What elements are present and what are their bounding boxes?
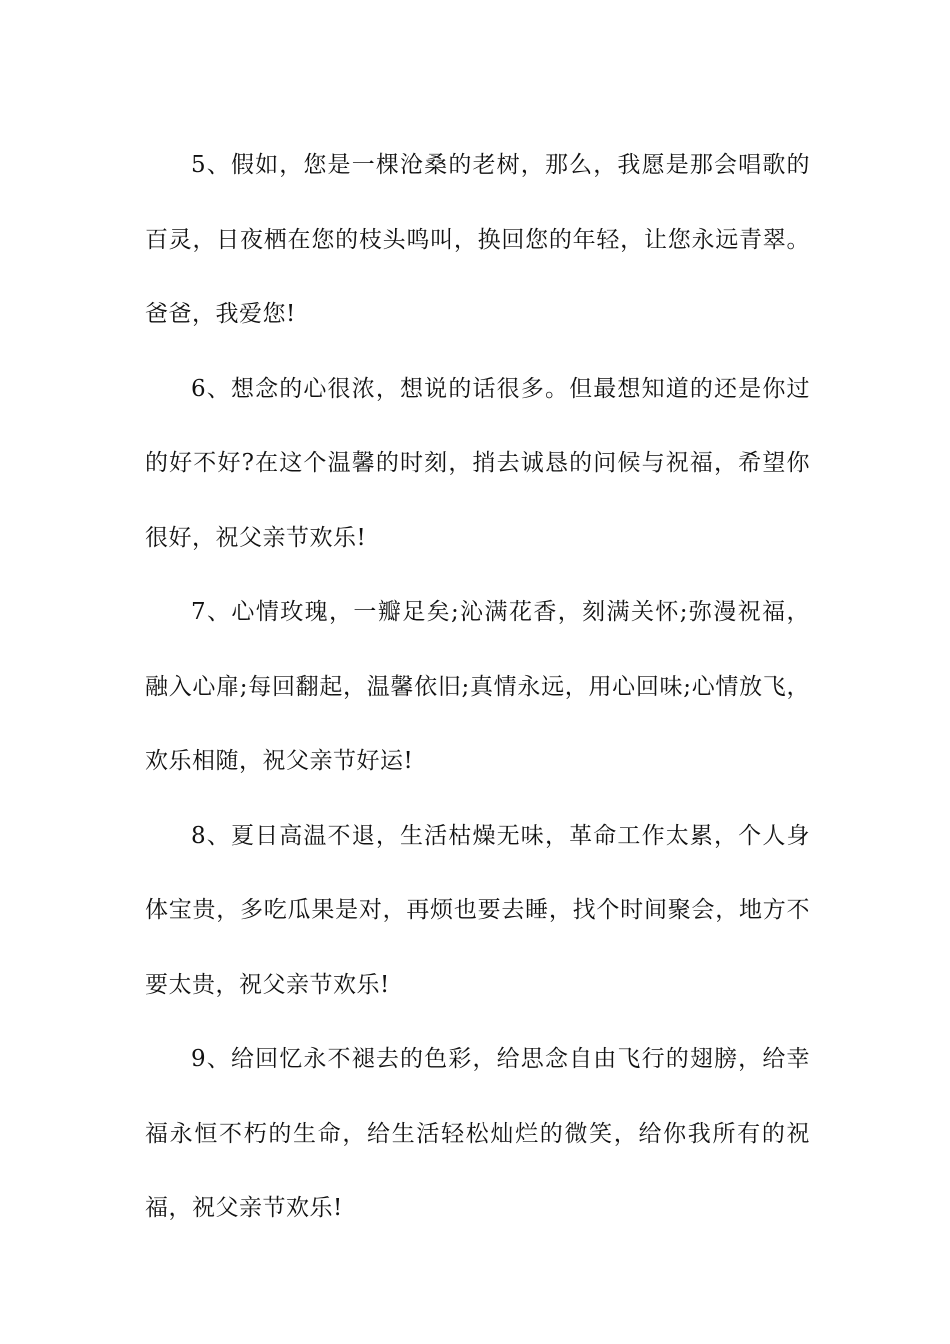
paragraph-7: 7、心情玫瑰，一瓣足矣;沁满花香，刻满关怀;弥漫祝福，融入心扉;每回翻起，温馨依旧;真情永远，用心回味;心情放飞，欢乐相随，祝父亲节好运! [145,599,810,774]
paragraph-9: 9、给回忆永不褪去的色彩，给思念自由飞行的翅膀，给幸福永恒不朽的生命，给生活轻松灿烂的微笑，给你我所有的祝福，祝父亲节欢乐! [145,1046,810,1221]
document-body [145,128,810,1246]
paragraph-6: 6、想念的心很浓，想说的话很多。但最想知道的还是你过的好不好?在这个温馨的时刻，捎去诚恳的问候与祝福，希望你很好，祝父亲节欢乐! [145,375,810,551]
paragraph-5: 5、假如，您是一棵沧桑的老树，那么，我愿是那会唱歌的百灵，日夜栖在您的枝头鸣叫，换回您的年轻，让您永远青翠。爸爸，我爱您! [145,152,810,327]
paragraph-8: 8、夏日高温不退，生活枯燥无味，革命工作太累，个人身体宝贵，多吃瓜果是对，再烦也要去睡，找个时间聚会，地方不要太贵，祝父亲节欢乐! [145,822,810,998]
